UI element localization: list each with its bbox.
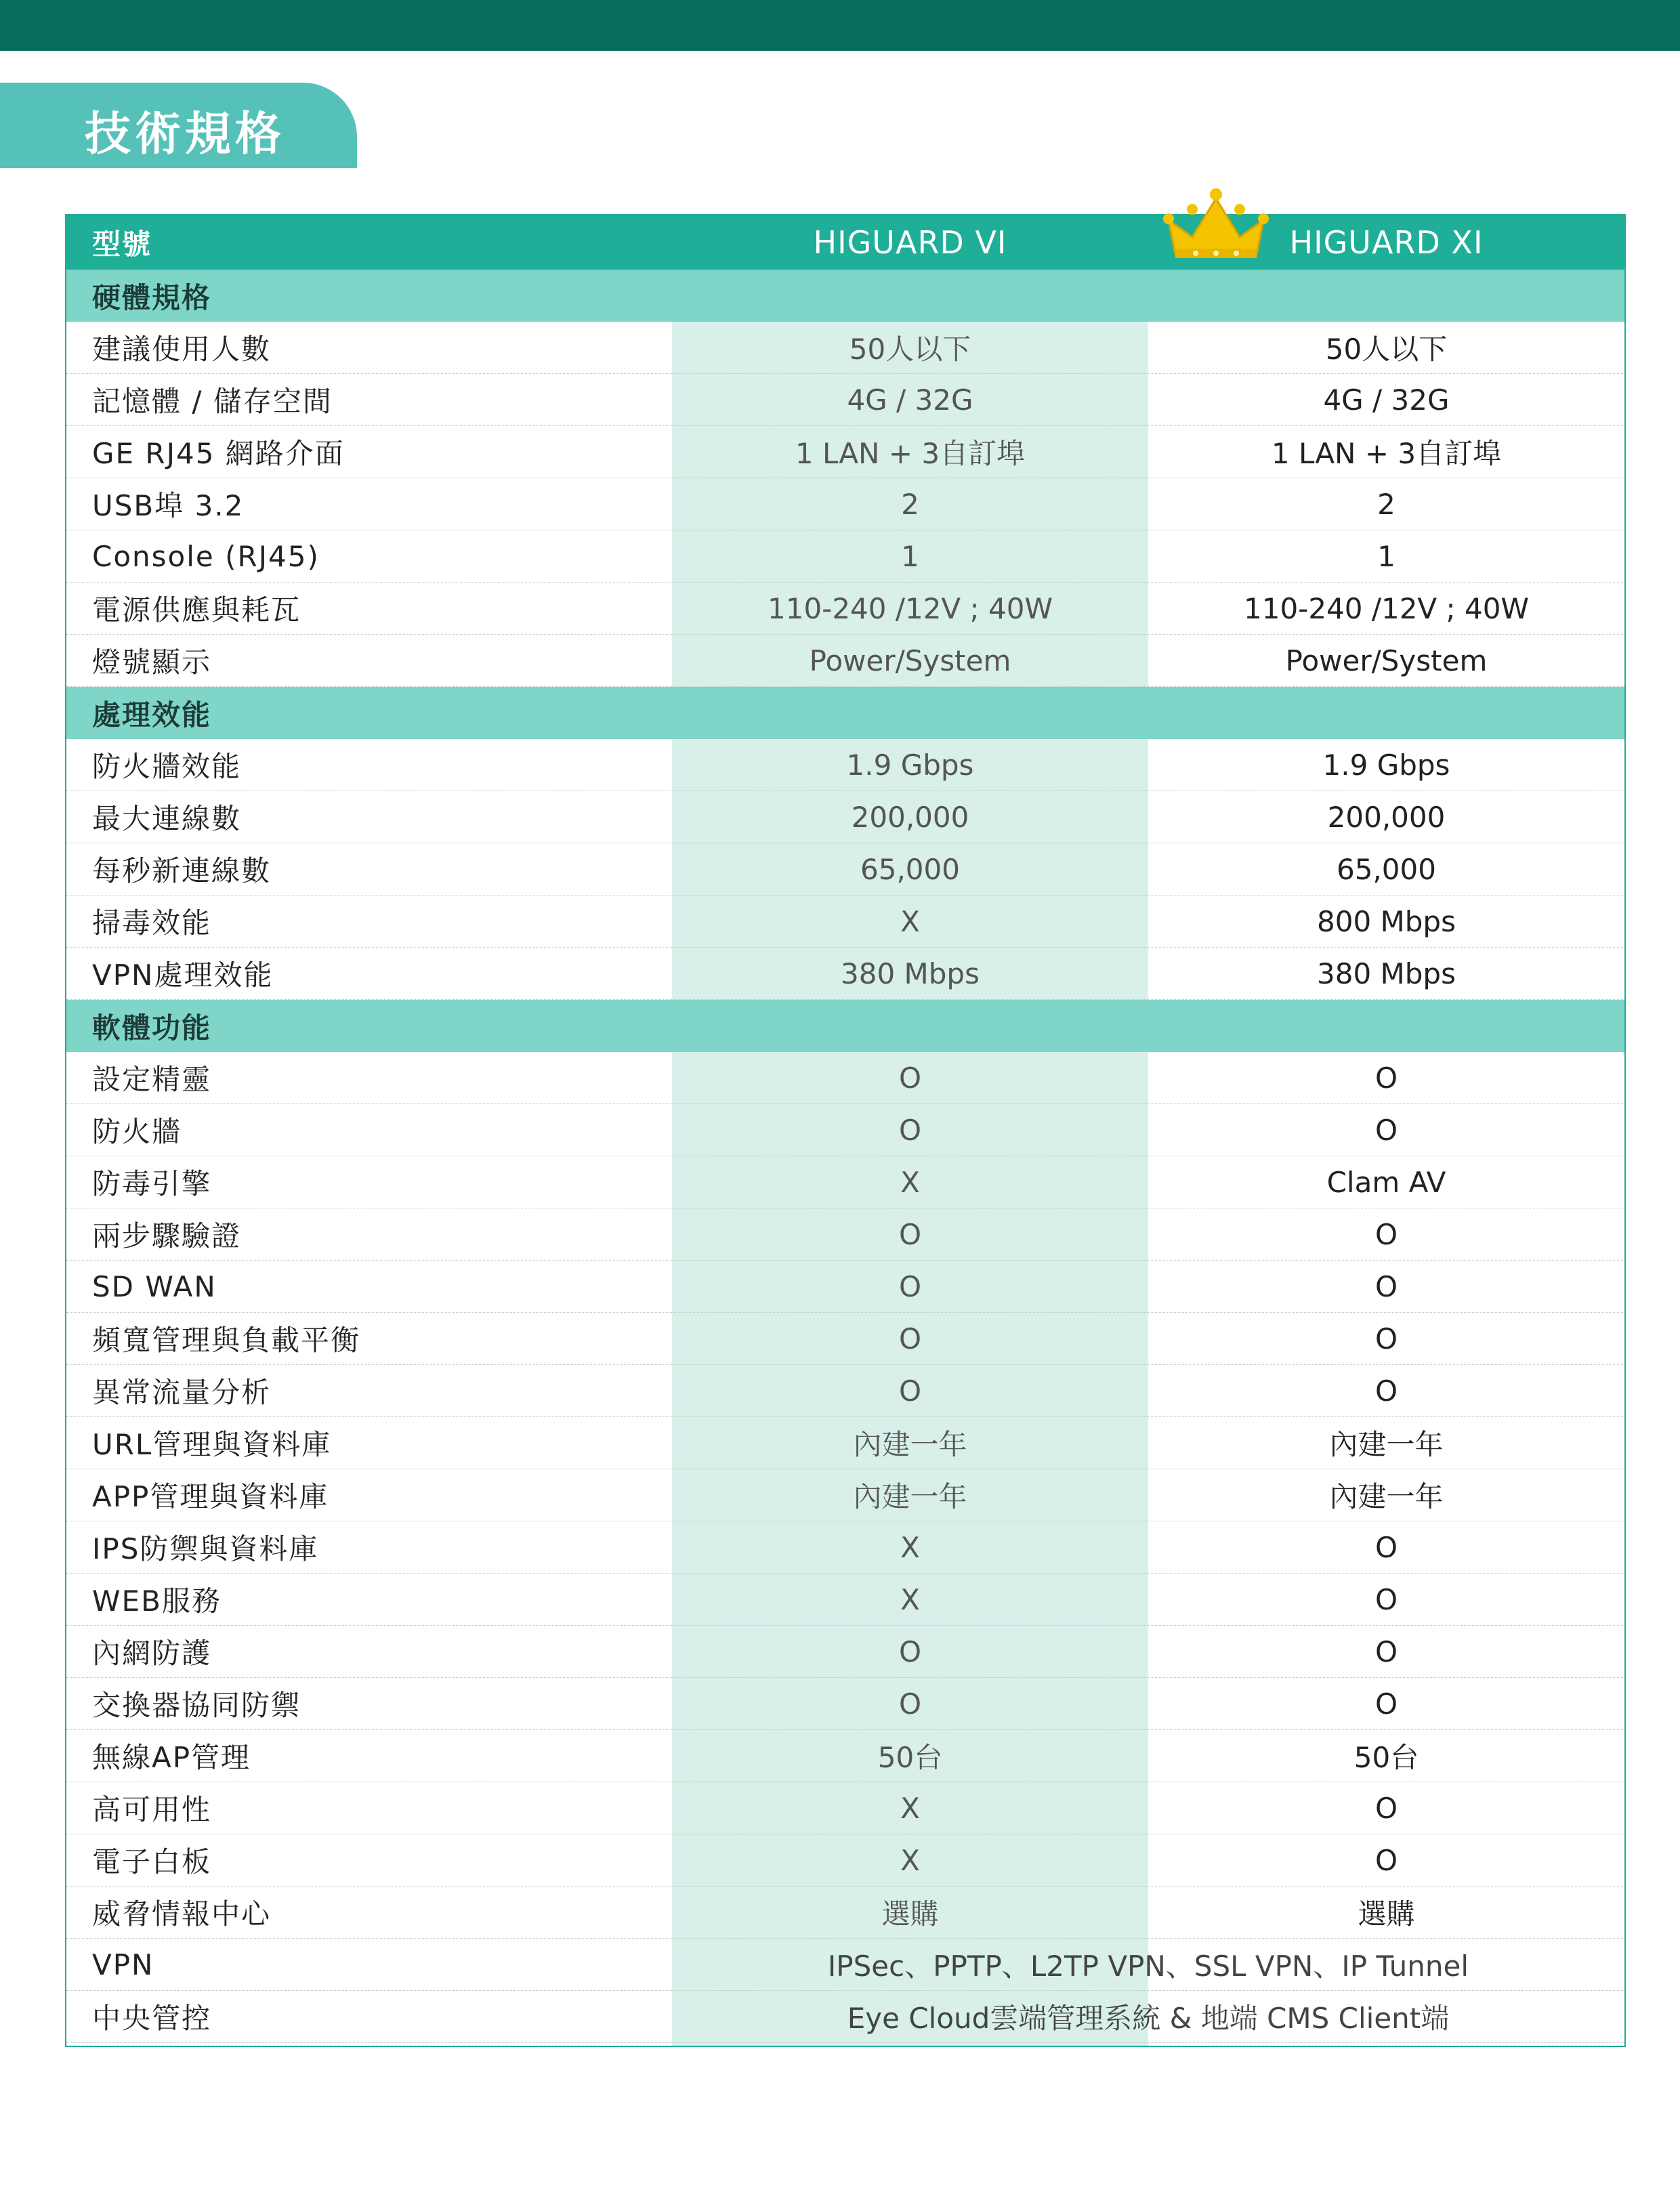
table-row [66, 1156, 1624, 1208]
higuard-xi-value: O [1374, 1269, 1398, 1303]
header-higuard-vi: HIGUARD VI [813, 224, 1007, 261]
section-title: 軟體功能 [92, 1011, 212, 1045]
higuard-xi-value: O [1374, 1843, 1398, 1877]
higuard-vi-value: X [900, 1791, 920, 1825]
table-row [66, 1469, 1624, 1521]
higuard-xi-value: 內建一年 [1329, 1428, 1444, 1461]
row-label: VPN處理效能 [92, 959, 274, 992]
row-label: 內網防護 [92, 1637, 212, 1670]
higuard-xi-value: Clam AV [1326, 1165, 1446, 1199]
higuard-xi-value: 800 Mbps [1317, 904, 1456, 938]
table-row [66, 1365, 1624, 1417]
higuard-xi-value: O [1374, 1582, 1398, 1616]
row-label: 交換器協同防禦 [92, 1689, 301, 1722]
table-row [66, 791, 1624, 843]
top-bar [0, 0, 1680, 51]
shared-value: IPSec、PPTP、L2TP VPN、SSL VPN、IP Tunnel [827, 1950, 1469, 1983]
higuard-vi-value: X [900, 1582, 920, 1616]
higuard-xi-value: 110-240 /12V ; 40W [1244, 591, 1529, 625]
higuard-vi-value: 110-240 /12V ; 40W [768, 591, 1053, 625]
higuard-xi-value: O [1374, 1687, 1398, 1721]
higuard-vi-value: O [898, 1322, 922, 1355]
higuard-vi-value: 65,000 [860, 852, 960, 886]
table-row [66, 1678, 1624, 1730]
table-row [66, 322, 1624, 374]
table-row [66, 1887, 1624, 1939]
table-row [66, 635, 1624, 687]
row-label: 兩步驟驗證 [92, 1219, 242, 1252]
higuard-vi-value: O [898, 1374, 922, 1408]
higuard-xi-value: 1 [1377, 539, 1395, 573]
row-label: 電源供應與耗瓦 [92, 593, 301, 627]
row-label: 中央管控 [92, 2002, 212, 2035]
section-header-row [66, 270, 1624, 322]
row-label: URL管理與資料庫 [92, 1428, 332, 1461]
higuard-xi-value: O [1374, 1322, 1398, 1355]
row-label: 無線AP管理 [92, 1741, 251, 1774]
higuard-xi-value: 50台 [1353, 1741, 1419, 1774]
table-row [66, 1521, 1624, 1574]
higuard-xi-value: 1 LAN + 3自訂埠 [1271, 437, 1502, 470]
section-title: 硬體規格 [92, 280, 212, 314]
higuard-vi-value: O [898, 1687, 922, 1721]
table-header-row [66, 215, 1624, 270]
higuard-xi-value: 65,000 [1337, 852, 1436, 886]
row-label: 電子白板 [92, 1845, 212, 1878]
row-label: SD WAN [92, 1269, 217, 1303]
higuard-xi-value: O [1374, 1791, 1398, 1825]
higuard-vi-value: X [900, 904, 920, 938]
higuard-xi-value: 4G / 32G [1323, 383, 1450, 417]
row-label: GE RJ45 網路介面 [92, 437, 345, 470]
row-label: VPN [92, 1947, 154, 1981]
higuard-vi-value: 50台 [877, 1741, 943, 1774]
table-row [66, 739, 1624, 791]
table-row [66, 1052, 1624, 1104]
table-row [66, 1208, 1624, 1261]
higuard-vi-value: 1 LAN + 3自訂埠 [795, 437, 1026, 470]
higuard-vi-value: 內建一年 [853, 1428, 967, 1461]
table-row [66, 530, 1624, 583]
row-label: USB埠 3.2 [92, 489, 245, 522]
higuard-vi-value: O [898, 1635, 922, 1668]
row-label: 掃毒效能 [92, 906, 212, 940]
higuard-vi-value: X [900, 1530, 920, 1564]
row-label: 防火牆 [92, 1115, 182, 1148]
spec-table [65, 214, 1626, 2047]
higuard-vi-value: 2 [901, 487, 919, 521]
table-row [66, 1313, 1624, 1365]
row-label: 最大連線數 [92, 802, 242, 835]
table-row [66, 583, 1624, 635]
higuard-vi-value: 內建一年 [853, 1480, 967, 1513]
higuard-vi-value: O [898, 1061, 922, 1095]
higuard-vi-value: 選購 [881, 1897, 939, 1931]
shared-value: Eye Cloud雲端管理系統 & 地端 CMS Client端 [847, 2002, 1450, 2035]
row-label: 防火牆效能 [92, 750, 242, 783]
table-row [66, 1991, 1624, 2043]
row-label: APP管理與資料庫 [92, 1480, 329, 1513]
table-row [66, 374, 1624, 426]
section-header-row [66, 1000, 1624, 1052]
row-label: Console (RJ45) [92, 539, 320, 573]
higuard-xi-value: 380 Mbps [1317, 956, 1456, 990]
table-row [66, 1261, 1624, 1313]
higuard-xi-value: 選購 [1358, 1897, 1415, 1931]
higuard-vi-value: O [898, 1269, 922, 1303]
row-label: WEB服務 [92, 1584, 222, 1618]
table-row [66, 948, 1624, 1000]
higuard-xi-value: 200,000 [1327, 800, 1446, 834]
table-row [66, 1574, 1624, 1626]
higuard-xi-value: O [1374, 1113, 1398, 1147]
higuard-vi-value: 200,000 [851, 800, 969, 834]
title-tab [0, 83, 357, 168]
higuard-xi-value: 50人以下 [1325, 333, 1448, 366]
section-header-row [66, 687, 1624, 739]
row-label: IPS防禦與資料庫 [92, 1532, 319, 1565]
table-row [66, 1626, 1624, 1678]
header-higuard-xi: HIGUARD XI [1289, 224, 1484, 261]
table-row [66, 843, 1624, 896]
table-row [66, 1939, 1624, 1991]
higuard-vi-value: Power/System [809, 644, 1011, 677]
higuard-xi-value: O [1374, 1061, 1398, 1095]
row-label: 記憶體 / 儲存空間 [92, 385, 333, 418]
table-row [66, 1834, 1624, 1887]
row-label: 設定精靈 [92, 1063, 212, 1096]
higuard-vi-value: O [898, 1217, 922, 1251]
row-label: 頻寬管理與負載平衡 [92, 1324, 361, 1357]
higuard-vi-value: 380 Mbps [841, 956, 980, 990]
row-label: 威脅情報中心 [92, 1897, 272, 1931]
header-model-label: 型號 [92, 228, 152, 261]
higuard-vi-value: 4G / 32G [847, 383, 973, 417]
higuard-xi-value: 內建一年 [1329, 1480, 1444, 1513]
table-row [66, 426, 1624, 478]
higuard-xi-value: O [1374, 1217, 1398, 1251]
row-label: 每秒新連線數 [92, 854, 272, 887]
page-title: 技術規格 [85, 108, 286, 161]
higuard-vi-value: X [900, 1165, 920, 1199]
table-row [66, 478, 1624, 530]
higuard-vi-value: O [898, 1113, 922, 1147]
higuard-xi-value: O [1374, 1635, 1398, 1668]
higuard-vi-value: 1 [901, 539, 919, 573]
higuard-xi-value: O [1374, 1374, 1398, 1408]
row-label: 燈號顯示 [92, 646, 212, 679]
higuard-xi-value: Power/System [1285, 644, 1488, 677]
higuard-xi-value: 1.9 Gbps [1322, 748, 1450, 782]
table-row [66, 1104, 1624, 1156]
row-label: 異常流量分析 [92, 1376, 272, 1409]
table-row [66, 896, 1624, 948]
higuard-vi-value: 50人以下 [849, 333, 971, 366]
table-row [66, 1782, 1624, 1834]
table-row [66, 1730, 1624, 1782]
row-label: 建議使用人數 [92, 333, 272, 366]
higuard-xi-value: 2 [1377, 487, 1395, 521]
table-row [66, 1417, 1624, 1469]
higuard-xi-value: O [1374, 1530, 1398, 1564]
higuard-vi-value: 1.9 Gbps [846, 748, 974, 782]
section-title: 處理效能 [92, 698, 212, 732]
row-label: 高可用性 [92, 1793, 212, 1826]
row-label: 防毒引擎 [92, 1167, 212, 1200]
higuard-vi-value: X [900, 1843, 920, 1877]
crown-icon [1162, 186, 1270, 261]
